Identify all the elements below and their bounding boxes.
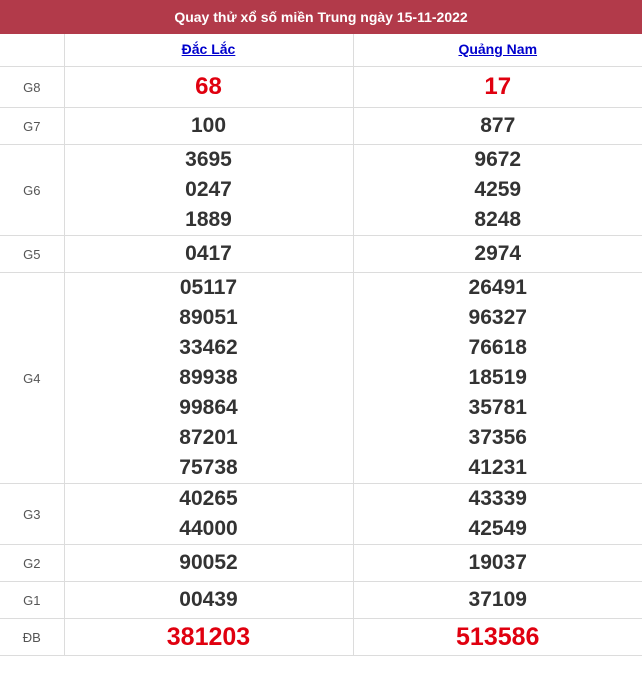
prize-cell <box>353 619 642 656</box>
page-title: Quay thử xổ số miền Trung ngày 15-11-2022 <box>0 0 642 34</box>
prize-cell <box>64 273 353 484</box>
prize-cell <box>353 145 642 236</box>
prize-number: 75738 <box>179 456 238 479</box>
prize-number: 26491 <box>468 276 527 299</box>
prize-cell <box>64 619 353 656</box>
province-link-dac-lac[interactable]: Đắc Lắc <box>181 41 236 57</box>
prize-cell <box>353 67 642 108</box>
prize-row-g6 <box>0 145 642 236</box>
prize-number: 41231 <box>468 456 527 479</box>
prize-cell <box>64 67 353 108</box>
prize-number: 96327 <box>468 306 527 329</box>
prize-number: 3695 <box>185 148 232 171</box>
prize-number: 05117 <box>179 276 238 299</box>
prize-number: 42549 <box>468 517 527 540</box>
prize-row-g8 <box>0 67 642 108</box>
prize-cell <box>64 108 353 145</box>
prize-number: 89051 <box>179 306 238 329</box>
prize-cell <box>353 582 642 619</box>
prize-cell <box>353 273 642 484</box>
prize-number: 381203 <box>166 623 251 651</box>
prize-row-g3 <box>0 484 642 545</box>
prize-number: 76618 <box>468 336 527 359</box>
prize-number: 89938 <box>179 366 238 389</box>
prize-number: 37109 <box>468 588 527 611</box>
prize-row-g4 <box>0 273 642 484</box>
prize-number: 100 <box>190 114 227 137</box>
prize-number: 99864 <box>179 396 238 419</box>
prize-cell <box>353 545 642 582</box>
prize-cell <box>353 108 642 145</box>
prize-number: 40265 <box>179 487 238 510</box>
prize-number: 0247 <box>185 178 232 201</box>
prize-number: 1889 <box>185 208 232 231</box>
prize-number: 33462 <box>179 336 238 359</box>
province-link-quang-nam[interactable]: Quảng Nam <box>458 41 538 57</box>
prize-row-g1 <box>0 582 642 619</box>
prize-number: 4259 <box>474 178 522 201</box>
prize-cell <box>64 545 353 582</box>
results-table <box>0 34 642 656</box>
prize-number: 18519 <box>468 366 527 389</box>
province-header-row <box>0 34 642 67</box>
prize-label: G2 <box>0 545 64 582</box>
prize-cell <box>64 582 353 619</box>
prize-number: 44000 <box>179 517 238 540</box>
prize-number: 19037 <box>468 551 527 574</box>
prize-number: 68 <box>195 73 222 100</box>
prize-cell <box>353 236 642 273</box>
prize-number: 87201 <box>179 426 238 449</box>
prize-label: G6 <box>0 145 64 236</box>
prize-row-g7 <box>0 108 642 145</box>
prize-number: 90052 <box>179 551 238 574</box>
prize-number: 37356 <box>468 426 527 449</box>
prize-number: 17 <box>484 73 512 100</box>
prize-number: 513586 <box>456 623 540 651</box>
prize-number: 877 <box>480 114 516 137</box>
prize-label: G7 <box>0 108 64 145</box>
prize-cell <box>64 484 353 545</box>
prize-label: G1 <box>0 582 64 619</box>
prize-number: 8248 <box>474 208 522 231</box>
prize-row-g2 <box>0 545 642 582</box>
prize-label: ĐB <box>0 619 64 656</box>
prize-label: G8 <box>0 67 64 108</box>
province-header-cell <box>353 34 642 67</box>
prize-cell <box>64 236 353 273</box>
prize-number: 0417 <box>185 242 232 265</box>
header-empty-cell <box>0 34 64 67</box>
prize-label: G3 <box>0 484 64 545</box>
province-header-cell <box>64 34 353 67</box>
prize-number: 35781 <box>468 396 527 419</box>
prize-cell <box>353 484 642 545</box>
prize-label: G4 <box>0 273 64 484</box>
prize-number: 2974 <box>474 242 522 265</box>
prize-row-db <box>0 619 642 656</box>
prize-cell <box>64 145 353 236</box>
prize-number: 00439 <box>179 588 238 611</box>
prize-row-g5 <box>0 236 642 273</box>
prize-number: 43339 <box>468 487 527 510</box>
prize-number: 9672 <box>474 148 522 171</box>
prize-label: G5 <box>0 236 64 273</box>
